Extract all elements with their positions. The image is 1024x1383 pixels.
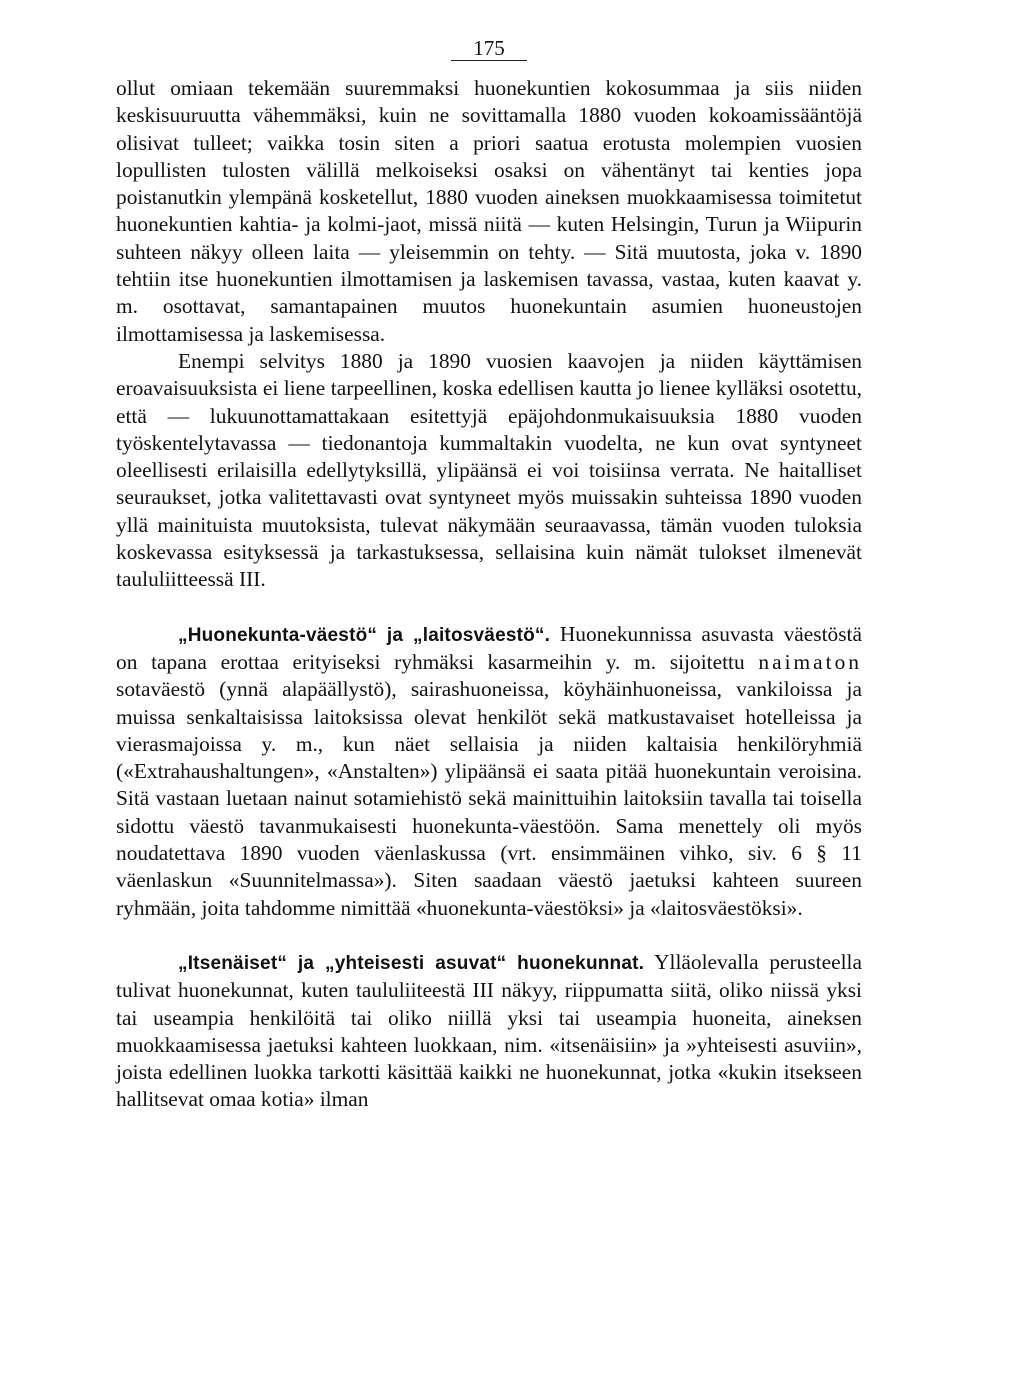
paragraph-household-counts: ollut omiaan tekemään suuremmaksi huonekuntien kokosummaa ja siis niiden keskisuuruutta vähemmäksi, kuin ne sovittamalla 1880 vuoden kokoamissääntöjä olisivat tulleet; vaikka tosin siten a priori saatua erotusta molempien vuosien lopullisten tulosten välillä melkoiseksi osaksi on vähentänyt tai kenties jopa poistanutkin ylempänä kosketellut, 1880 vuoden aineksen muokkaamisessa toimitetut huonekuntien kahtia- ja kolmi-jaot, missä niitä — kuten Helsingin, Turun ja Wiipurin suhteen näkyy olleen laita — yleisemmin on tehty. — Sitä muutosta, joka v. 1890 tehtiin itse huonekuntien ilmottamisen ja laskemisen tavassa, vastaa, kuten kaavat y. m. osottavat, samantapainen muutos huonekuntain asumien huoneustojen ilmottamisessa ja laskemisessa.: [116, 76, 862, 346]
section-household-population: [116, 621, 862, 922]
section-household-text-before: Huonekunnissa asuvasta väestöstä on tapana erottaa erityiseksi ryhmäksi kasarmeihin y. m. sijoitettu: [116, 621, 862, 674]
document-page: [116, 36, 862, 1114]
section-independent-households: [116, 949, 862, 1114]
spaced-emphasis-word: naimaton: [758, 649, 862, 674]
section-heading-household-population: „Huonekunta-väestö“ ja „laitosväestö“.: [178, 624, 551, 646]
section-heading-independent-households: „Itsenäiset“ ja „yhteisesti asuvat“ huonekunnat.: [178, 952, 645, 974]
paragraph-comparison: Enempi selvitys 1880 ja 1890 vuosien kaavojen ja niiden käyttämisen eroavaisuuksista ei liene tarpeellinen, koska edellisen kautta jo lienee kylläksi osotettu, että — lukuunottamattakaan esitettyjä epäjohdonmukaisuuksia 1880 vuoden työskentelytavassa — tiedonantoja kummaltakin vuodelta, ne kun ovat syntyneet oleellisesti erilaisilla edellytyksillä, ylipäänsä ei voi toisiinsa verrata. Ne haitalliset seuraukset, jotka valitettavasti ovat syntyneet myös muissakin suhteissa 1890 vuoden yllä mainituista muutoksista, tulevat näkymään seuraavassa, tämän vuoden tuloksia koskevassa esityksessä ja tarkastuksessa, sellaisina kuin nämät tulokset ilmenevät taululiitteessä III.: [116, 348, 862, 592]
section-household-text-after: sotaväestö (ynnä alapäällystö), sairashuoneissa, köyhäinhuoneissa, vankiloissa ja muissa senkaltaisissa laitoksissa olevat henkilöt sekä matkustavaiset hotelleissa ja vierasmajoissa y. m., kun näet sellaisia ja niiden kaltaisia henkilöryhmiä («Extrahaushaltungen», «Anstalten») ylipäänsä ei saata pitää huonekuntain veroisina. Sitä vastaan luetaan nainut sotamiehistö sekä mainittuihin laitoksiin tavalla tai toisella sidottu väestö tavanmukaisesti huonekunta-väestöön. Sama menettely oli myös noudatettava 1890 vuoden väenlaskussa (vrt. ensimmäinen vihko, siv. 6 § 11 väenlaskun «Suunnitelmassa»). Siten saadaan väestö jaetuksi kahteen suureen ryhmään, joita tahdomme nimittää «huonekunta-väestöksi» ja «laitosväestöksi».: [116, 677, 862, 920]
page-number: 175: [116, 36, 862, 61]
section-independent-text: Ylläolevalla perusteella tulivat huonekunnat, kuten taululiiteestä III näkyy, riippumatta siitä, oliko niissä yksi tai useampia henkilöitä tai oliko niillä yksi tai useampia huoneita, aineksen muokkaamisessa jaetuksi kahteen luokkaan, nim. «itsenäisiin» ja »yhteisesti asuviin», joista edellinen luokka tarkotti käsittää kaikki ne huonekunnat, jotka «kukin itsekseen hallitsevat omaa kotia» ilman: [116, 949, 862, 1112]
